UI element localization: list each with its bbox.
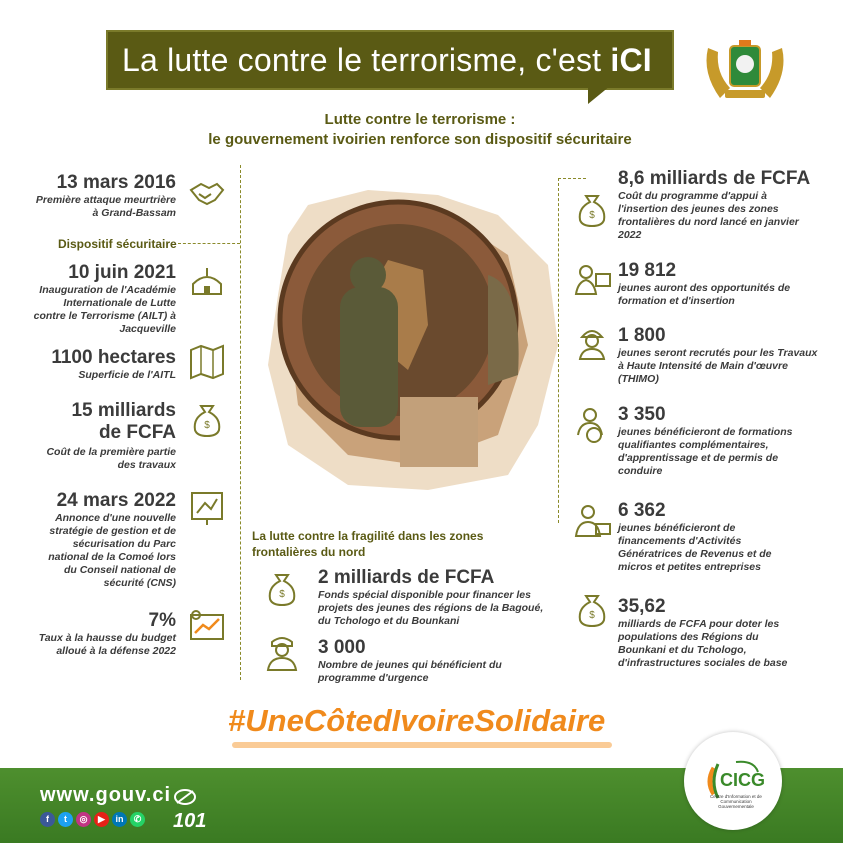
right-item-6: 35,62 milliards de FCFA pour doter les populations des Régions du Bounkani et du Tchologo, d'infrastructures sociales de base xyxy=(618,596,788,669)
page-title: La lutte contre le terrorisme, c'est iCI xyxy=(122,42,652,78)
cicg-subtitle: Centre d'Information et de Communication Gouvernementale xyxy=(710,794,762,809)
left-divider xyxy=(240,165,241,680)
left-item-value: 13 mars 2016 xyxy=(56,172,176,193)
instagram-icon[interactable]: ◎ xyxy=(76,812,91,827)
map-photo xyxy=(248,175,568,505)
right-item-3: 1 800 jeunes seront recrutés pour les Travaux à Haute Intensité de Main d'œuvre (THIMO) xyxy=(618,325,818,385)
section-fragilite: La lutte contre la fragilité dans les zones frontalières du nord xyxy=(252,529,484,559)
center-item-1: 2 milliards de FCFA Fonds spécial disponible pour financer les projets des jeunes des régions de la Bagoué, du Tchologo et du Bounkani xyxy=(318,567,544,627)
left-item-2: 10 juin 2021 Inauguration de l'Académie Internationale de Lutte contre le Terrorisme (AILT) à Jacqueville xyxy=(33,262,176,335)
right-item-5: 6 362 jeunes bénéficieront de financements d'Activités Génératrices de Revenus et de micros et petites entreprises xyxy=(618,500,772,573)
right-item-4: 3 350 jeunes bénéficieront de formations qualifiantes complémentaires, d'apprentissage et de permis de conduire xyxy=(618,404,793,477)
twitter-icon[interactable]: t xyxy=(58,812,73,827)
soldier-icon xyxy=(262,632,302,677)
left-item-3: 1100 hectares Superficie de l'AITL xyxy=(51,347,176,381)
right-item-1: 8,6 milliards de FCFA Coût du programme d'appui à l'insertion des jeunes des zones frontalières du nord lancé en janvier 2022 xyxy=(618,168,811,241)
title-banner xyxy=(106,30,674,90)
banner-tail xyxy=(588,86,610,104)
facebook-icon[interactable]: f xyxy=(40,812,55,827)
cicg-title: CICG xyxy=(720,770,765,790)
coat-of-arms-icon xyxy=(700,38,790,108)
hashtag-underline xyxy=(232,742,612,748)
businessman-icon xyxy=(572,502,612,547)
left-item-4: 15 milliards de FCFA Coût de la première partie des travaux xyxy=(46,400,176,471)
handshake-icon xyxy=(187,174,227,219)
right-divider xyxy=(558,178,559,523)
center-item-2: 3 000 Nombre de jeunes qui bénéficient du programme d'urgence xyxy=(318,637,502,684)
construction-worker-icon xyxy=(572,323,612,368)
money-bag-icon xyxy=(572,190,612,235)
website-link[interactable]: www.gouv.ci xyxy=(40,784,172,806)
map-icon xyxy=(187,342,227,387)
left-connector xyxy=(178,243,240,244)
strategy-board-icon xyxy=(187,487,227,532)
left-item-5: 24 mars 2022 Annonce d'une nouvelle stratégie de gestion et de sécurisation du Parc national de la Comoé lors du Conseil national de sécurité (CNS) xyxy=(48,490,176,589)
svg-text:$: $ xyxy=(589,610,595,621)
hashtag: #UneCôtedIvoireSolidaire xyxy=(228,703,606,738)
subheading: Lutte contre le terrorisme : le gouvernement ivoirien renforce son dispositif sécuritaire xyxy=(208,111,632,148)
youtube-icon[interactable]: ▶ xyxy=(94,812,109,827)
money-bag-icon xyxy=(187,400,227,445)
money-bag-icon xyxy=(262,569,302,614)
right-connector xyxy=(558,178,586,179)
left-item-6: 7% Taux à la hausse du budget alloué à la défense 2022 xyxy=(38,610,176,657)
growth-chart-icon xyxy=(187,607,227,652)
worker-truck-icon xyxy=(572,260,612,305)
phone-icon xyxy=(172,787,198,807)
cicg-logo xyxy=(684,732,782,830)
svg-text:$: $ xyxy=(204,420,210,431)
academy-building-icon xyxy=(187,262,227,307)
section-dispositif: Dispositif sécuritaire xyxy=(58,237,177,251)
svg-text:$: $ xyxy=(279,589,285,600)
svg-text:$: $ xyxy=(589,210,595,221)
driver-icon xyxy=(572,405,612,450)
hotline-number: 101 xyxy=(173,810,207,832)
whatsapp-icon[interactable]: ✆ xyxy=(130,812,145,827)
left-item-1: 13 mars 2016 Première attaque meurtrière à Grand-Bassam xyxy=(20,172,176,220)
money-bag-icon xyxy=(572,590,612,635)
right-item-2: 19 812 jeunes auront des opportunités de formation et d'insertion xyxy=(618,260,791,307)
linkedin-icon[interactable]: in xyxy=(112,812,127,827)
